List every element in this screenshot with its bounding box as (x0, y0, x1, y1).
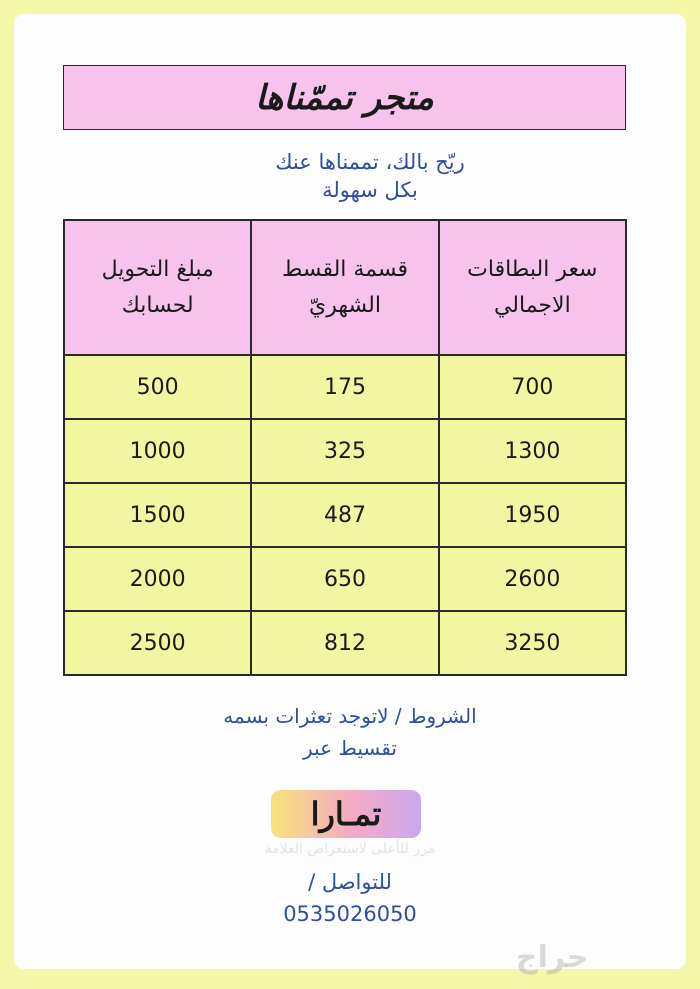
cell-monthly-installment: 812 (251, 611, 438, 675)
store-title: متجر تممّناها (255, 77, 434, 118)
contact-label: للتواصل / (308, 870, 392, 894)
cell-transfer-amount: 500 (64, 355, 251, 419)
cell-total-price: 1950 (439, 483, 626, 547)
cell-transfer-amount: 2500 (64, 611, 251, 675)
scroll-hint: مرر للأعلى لاستعراض العلامة (264, 841, 436, 857)
cell-transfer-amount: 1000 (64, 419, 251, 483)
terms-line-2: تقسيط عبر (303, 736, 397, 760)
cell-transfer-amount: 1500 (64, 483, 251, 547)
header-monthly-installment: قسمة القسط الشهريّ (251, 220, 438, 355)
cell-monthly-installment: 650 (251, 547, 438, 611)
table-header-row (64, 220, 626, 355)
subtitle (0, 148, 700, 204)
cell-transfer-amount: 2000 (64, 547, 251, 611)
table-row (64, 547, 626, 611)
price-table (63, 219, 627, 676)
contact-phone[interactable]: 0535026050 (283, 902, 417, 926)
cell-monthly-installment: 325 (251, 419, 438, 483)
cell-total-price: 700 (439, 355, 626, 419)
cell-total-price: 1300 (439, 419, 626, 483)
table-row (64, 611, 626, 675)
terms (0, 700, 700, 764)
header-total-price: سعر البطاقات الاجمالي (439, 220, 626, 355)
subtitle-line-2: بكل سهولة (322, 178, 418, 202)
subtitle-line-1: ريّح بالك، تممناها عنك (275, 150, 465, 174)
terms-line-1: الشروط / لاتوجد تعثرات بسمه (223, 704, 477, 728)
cell-monthly-installment: 487 (251, 483, 438, 547)
header-transfer-amount: مبلغ التحويل لحسابك (64, 220, 251, 355)
cell-total-price: 2600 (439, 547, 626, 611)
table-row (64, 483, 626, 547)
cell-monthly-installment: 175 (251, 355, 438, 419)
store-title-banner (63, 65, 626, 130)
table-row (64, 355, 626, 419)
contact (0, 866, 700, 930)
tamara-logo-text: تمـارا (310, 795, 382, 833)
table-row (64, 419, 626, 483)
haraj-watermark: حراج (516, 940, 589, 975)
cell-total-price: 3250 (439, 611, 626, 675)
tamara-logo (271, 790, 421, 838)
